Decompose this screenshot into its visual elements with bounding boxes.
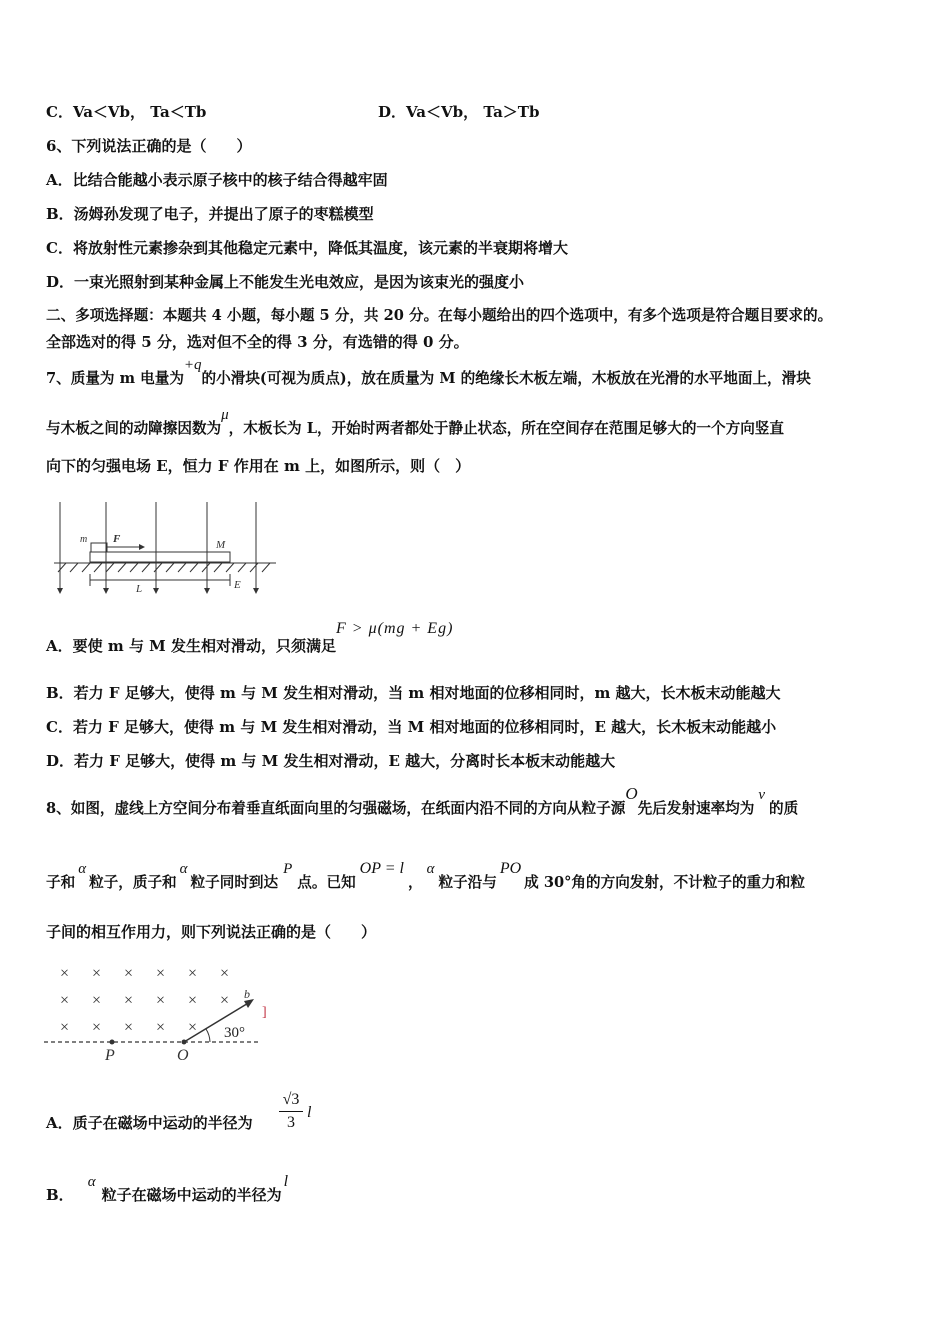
q7-line1-text-a: 7、质量为 m 电量为 (46, 370, 184, 387)
q8-figure (40, 958, 280, 1068)
q7-line3: 向下的匀强电场 E，恒力 F 作用在 m 上，如图所示，则（ ） (46, 457, 471, 475)
q7-mu: μ (221, 407, 229, 423)
q8-line2-text-a: 子和 (46, 874, 76, 891)
q8-option-b-l: l (283, 1173, 289, 1190)
q8-line2-text-g: 成 30°角的方向发射，不计粒子的重力和粒 (524, 874, 805, 891)
q8-source-O: O (625, 784, 638, 803)
cross-mark: × (156, 1019, 166, 1036)
q8-option-a-l: l (307, 1104, 312, 1121)
plank-M (90, 552, 230, 562)
block-m (91, 543, 107, 552)
q8-line1-text-a: 8、如图，虚线上方空间分布着垂直纸面向里的匀强磁场，在纸面内沿不同的方向从粒子源 (46, 800, 626, 817)
cross-mark: × (92, 992, 102, 1009)
q7-option-c: C．若力 F 足够大，使得 m 与 M 发生相对滑动，当 M 相对地面的位移相同时，E 越大，长木板末动能越小 (46, 718, 777, 736)
q7-line2-text-b: ，木板长为 L，开始时两者都处于静止状态，所在空间存在范围足够大的一个方向竖直 (228, 420, 784, 437)
q6-option-d: D．一束光照射到某种金属上不能发生光电效应，是因为该束光的强度小 (46, 273, 525, 291)
q8-option-a-fraction (277, 1090, 305, 1133)
fraction-denominator: 3 (287, 1114, 295, 1131)
fig-bracket: ] (262, 1005, 267, 1020)
cross-mark: × (124, 1019, 134, 1036)
cross-mark: × (156, 965, 166, 982)
q8-alpha: α (87, 1174, 96, 1190)
q8-line2-text-e: ， (407, 874, 423, 891)
cross-mark: × (124, 965, 134, 982)
fig-label-F: F (113, 533, 121, 545)
q7-option-b: B．若力 F 足够大，使得 m 与 M 发生相对滑动，当 m 相对地面的位移相同时，m 越大，长木板末动能越大 (46, 684, 781, 702)
cross-mark: × (124, 992, 134, 1009)
q8-option-b-text: 粒子在磁场中运动的半径为 (101, 1186, 282, 1204)
q5-option-c: C．Va＜Vb， Ta＜Tb (46, 103, 207, 121)
cross-mark: × (188, 1019, 198, 1036)
q7-line2-text-a: 与木板之间的动障擦因数为 (46, 420, 222, 437)
cross-mark: × (60, 965, 70, 982)
q7-line1-text-b: 的小滑块(可视为质点)，放在质量为 M 的绝缘长木板左端，木板放在光滑的水平地面上，滑块 (201, 370, 811, 387)
q7-option-a-text: A．要使 m 与 M 发生相对滑动，只须满足 (46, 637, 337, 655)
q8-line2-text-f: 粒子沿与 (438, 874, 497, 891)
q6-option-c: C．将放射性元素掺杂到其他稳定元素中，降低其温度，该元素的半衰期将增大 (46, 239, 568, 257)
fraction-bar (279, 1111, 303, 1112)
section2-line2: 全部选对的得 5 分，选对但不全的得 3 分，有选错的得 0 分。 (46, 333, 469, 351)
q8-line2-text-c: 粒子同时到达 (190, 874, 279, 891)
fig-label-b: b (244, 987, 250, 1001)
q8-op-equals-l: OP = l (359, 860, 404, 877)
fig-label-M: M (216, 539, 226, 551)
point-P-dot (110, 1040, 115, 1045)
fig-label-E: E (234, 579, 241, 591)
q8-line2-text-b: 粒子，质子和 (89, 874, 177, 891)
q7-option-d: D．若力 F 足够大，使得 m 与 M 发生相对滑动，E 越大，分离时长本板末动能越大 (46, 752, 616, 770)
cross-mark: × (156, 992, 166, 1009)
angle-arc (206, 1029, 210, 1042)
q8-PO: PO (499, 860, 522, 877)
cross-mark: × (188, 992, 198, 1009)
cross-mark: × (60, 992, 70, 1009)
cross-mark: × (220, 965, 230, 982)
cross-mark: × (188, 965, 198, 982)
q8-line2-text-d: 点。已知 (297, 874, 356, 891)
fig-label-P: P (105, 1047, 115, 1064)
cross-mark: × (92, 1019, 102, 1036)
q7-option-a (46, 620, 454, 657)
fig-label-m: m (80, 534, 88, 545)
fig-label-O: O (177, 1047, 189, 1064)
q8-alpha: α (426, 861, 435, 877)
q7-line1 (46, 357, 811, 389)
q7-option-a-formula: F > μ(mg + Eg) (336, 620, 454, 637)
q8-option-a: A．质子在磁场中运动的半径为 (46, 1114, 253, 1132)
q7-line2 (46, 407, 784, 439)
section2-line1: 二、多项选择题：本题共 4 小题，每小题 5 分，共 20 分。在每小题给出的四个选项中，有多个选项是符合题目要求的。 (46, 307, 833, 324)
q8-option-b-prefix: B． (46, 1186, 74, 1204)
q5-option-d: D．Va＜Vb， Ta＞Tb (378, 103, 540, 121)
fig-label-L: L (136, 583, 143, 595)
q6-option-b: B．汤姆孙发现了电子，并提出了原子的枣糕模型 (46, 205, 374, 223)
q6-stem: 6、下列说法正确的是（ ） (46, 137, 252, 155)
fig-label-angle: 30° (224, 1025, 245, 1041)
cross-mark: × (220, 992, 230, 1009)
q6-option-a: A．比结合能越小表示原子核中的核子结合得越牢固 (46, 171, 388, 189)
q8-line1-text-c: 的质 (769, 800, 799, 817)
cross-mark: × (60, 1019, 70, 1036)
q7-figure (44, 496, 284, 602)
q8-line1 (46, 784, 799, 819)
q8-option-b (46, 1173, 289, 1206)
cross-mark: × (92, 965, 102, 982)
q8-line3: 子间的相互作用力，则下列说法正确的是（ ） (46, 923, 377, 941)
fraction-numerator: √3 (282, 1091, 300, 1108)
q8-line1-text-b: 先后发射速率均为 (637, 800, 755, 817)
q8-alpha: α (179, 861, 188, 877)
q8-point-P: P (283, 861, 293, 877)
q8-speed-v: v (758, 787, 766, 803)
q7-charge: +q (183, 357, 202, 373)
q8-line2 (46, 860, 805, 893)
q8-alpha: α (78, 861, 87, 877)
